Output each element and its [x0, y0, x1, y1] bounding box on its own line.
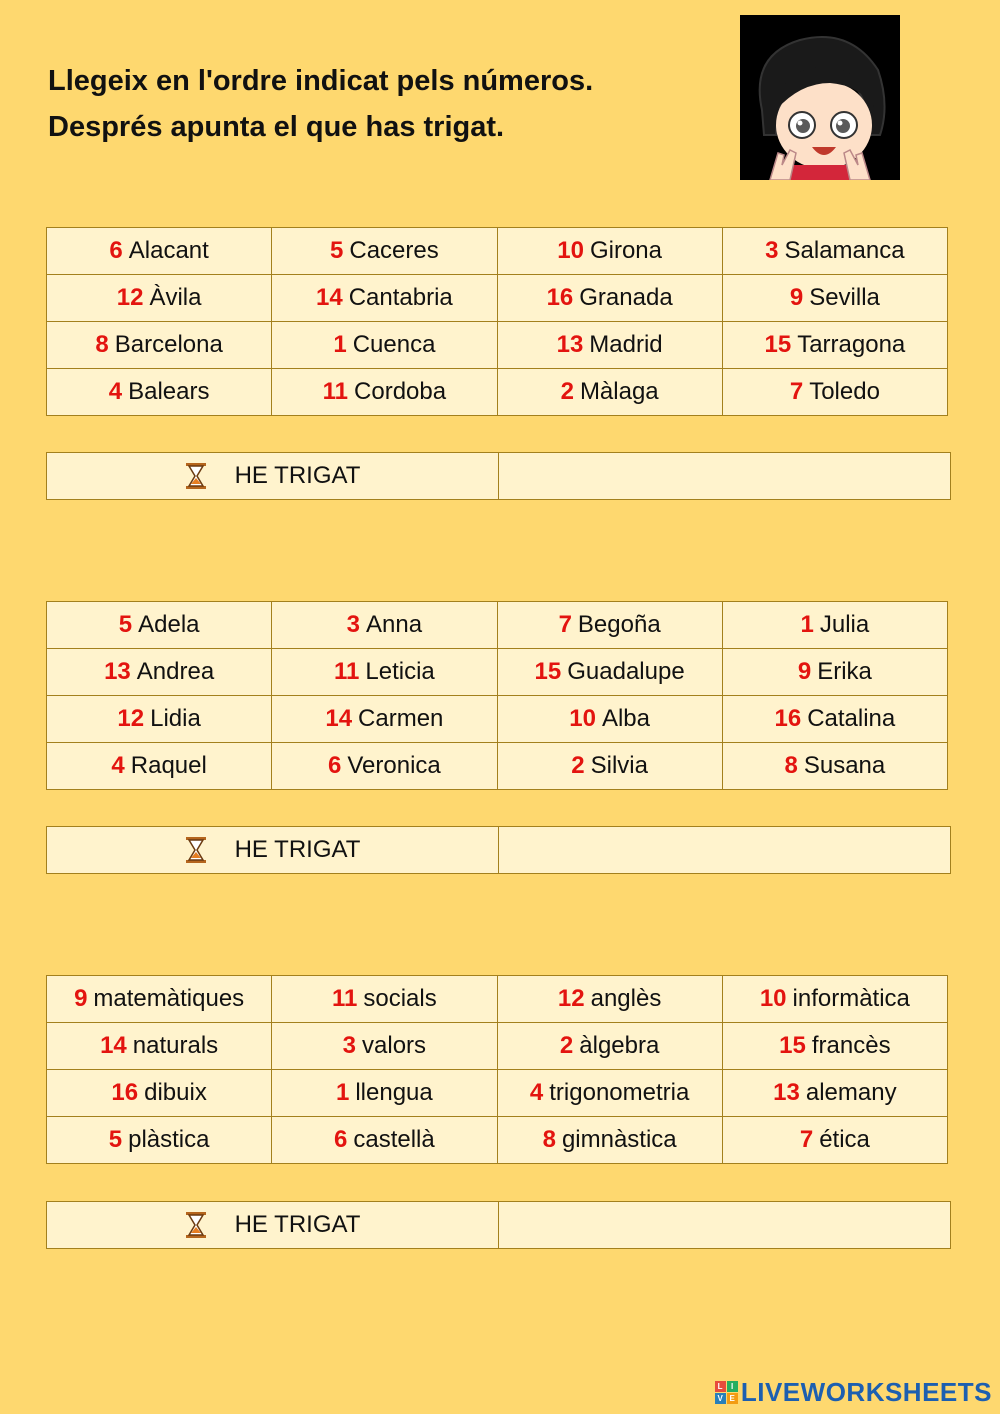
answer-input-3[interactable]	[499, 1202, 950, 1248]
order-number: 14	[315, 284, 343, 311]
word: valors	[362, 1032, 427, 1059]
word-cell	[272, 1023, 497, 1070]
order-number: 16	[546, 284, 574, 311]
word: Balears	[128, 378, 210, 405]
order-number: 4	[108, 378, 123, 405]
order-number: 13	[556, 331, 584, 358]
order-number: 9	[74, 985, 88, 1012]
word-table-2	[46, 601, 948, 790]
word-cell	[272, 1070, 497, 1117]
word: Anna	[366, 611, 423, 638]
word: informàtica	[792, 985, 910, 1012]
word-cell	[497, 743, 722, 790]
word-cell	[272, 1117, 497, 1164]
order-number: 3	[765, 237, 779, 264]
order-number: 7	[558, 611, 572, 638]
order-number: 3	[342, 1032, 357, 1059]
word-cell	[47, 743, 272, 790]
answer-row-1	[46, 452, 951, 500]
word-cell	[722, 649, 947, 696]
word: Julia	[819, 611, 870, 638]
word-cell	[497, 602, 722, 649]
order-number: 11	[334, 658, 360, 685]
word-cell	[722, 602, 947, 649]
word: Salamanca	[784, 237, 905, 264]
table-row	[47, 743, 948, 790]
order-number: 16	[111, 1079, 139, 1106]
answer-label-cell	[47, 827, 499, 873]
word-cell	[497, 369, 722, 416]
answer-label-cell	[47, 1202, 499, 1248]
word: socials	[363, 985, 437, 1012]
order-number: 6	[109, 237, 123, 264]
word-cell	[722, 1117, 947, 1164]
word-cell	[722, 696, 947, 743]
answer-label-cell	[47, 453, 499, 499]
word-cell	[47, 976, 272, 1023]
order-number: 6	[334, 1126, 348, 1153]
table-row	[47, 1117, 948, 1164]
order-number: 16	[774, 705, 802, 732]
word-table-1	[46, 227, 948, 416]
word: llengua	[355, 1079, 433, 1106]
word: ética	[819, 1126, 870, 1153]
order-number: 12	[117, 705, 145, 732]
word: Cantabria	[348, 284, 453, 311]
word-cell	[497, 322, 722, 369]
word-cell	[47, 1117, 272, 1164]
order-number: 11	[322, 378, 349, 405]
word: Lidia	[150, 705, 201, 732]
word-cell	[47, 369, 272, 416]
order-number: 8	[542, 1126, 556, 1153]
order-number: 1	[800, 611, 814, 638]
word: Alba	[601, 705, 650, 732]
hourglass-icon	[185, 1211, 207, 1239]
brand-name: LIVEWORKSHEETS	[740, 1377, 992, 1407]
brand-watermark	[715, 1377, 992, 1408]
brand-logo-icon	[715, 1381, 738, 1404]
answer-label: HE TRIGAT	[234, 462, 361, 489]
word: plàstica	[128, 1126, 210, 1153]
word: Caceres	[349, 237, 439, 264]
word: Silvia	[590, 752, 648, 779]
word-cell	[272, 649, 497, 696]
word: Cordoba	[354, 378, 447, 405]
order-number: 14	[325, 705, 353, 732]
word: Màlaga	[579, 378, 659, 405]
order-number: 15	[779, 1032, 806, 1059]
cartoon-girl-avatar-icon	[740, 15, 900, 180]
order-number: 5	[330, 237, 344, 264]
word: Tarragona	[797, 331, 906, 358]
word-cell	[47, 602, 272, 649]
order-number: 1	[335, 1079, 350, 1106]
word-cell	[722, 1023, 947, 1070]
word: Erika	[817, 658, 872, 685]
word-cell	[722, 228, 947, 275]
order-number: 2	[571, 752, 585, 779]
logo-letter: I	[727, 1381, 738, 1392]
word: Granada	[579, 284, 673, 311]
logo-letter: E	[727, 1393, 738, 1404]
instructions	[48, 58, 593, 150]
order-number: 15	[534, 658, 562, 685]
word: dibuix	[144, 1079, 207, 1106]
order-number: 14	[100, 1032, 127, 1059]
word-cell	[47, 228, 272, 275]
word-cell	[497, 649, 722, 696]
table-row	[47, 228, 948, 275]
word-cell	[497, 1070, 722, 1117]
word-cell	[272, 602, 497, 649]
word: francès	[811, 1032, 891, 1059]
word-cell	[47, 696, 272, 743]
order-number: 10	[557, 237, 584, 264]
word-cell	[722, 322, 947, 369]
word: Andrea	[136, 658, 215, 685]
logo-letter: L	[715, 1381, 726, 1392]
word: Leticia	[365, 658, 435, 685]
table-row	[47, 322, 948, 369]
word: gimnàstica	[561, 1126, 677, 1153]
word-table-3	[46, 975, 948, 1164]
order-number: 3	[346, 611, 361, 638]
word-cell	[272, 322, 497, 369]
word-cell	[47, 649, 272, 696]
word: Raquel	[130, 752, 207, 779]
order-number: 7	[789, 378, 804, 405]
order-number: 7	[799, 1126, 814, 1153]
word: Catalina	[807, 705, 896, 732]
answer-input-2[interactable]	[499, 827, 950, 873]
word: alemany	[805, 1079, 897, 1106]
word: Girona	[589, 237, 662, 264]
order-number: 9	[789, 284, 804, 311]
instruction-line-2: Després apunta el que has trigat.	[48, 111, 505, 143]
word-cell	[497, 1023, 722, 1070]
word-cell	[497, 976, 722, 1023]
word: matemàtiques	[93, 985, 245, 1012]
order-number: 12	[116, 284, 144, 311]
word: castellà	[353, 1126, 435, 1153]
order-number: 10	[569, 705, 596, 732]
word: Madrid	[589, 331, 663, 358]
table-row	[47, 976, 948, 1023]
word-cell	[272, 976, 497, 1023]
answer-label: HE TRIGAT	[234, 836, 361, 863]
order-number: 11	[332, 985, 358, 1012]
order-number: 5	[118, 611, 133, 638]
table-row	[47, 649, 948, 696]
order-number: 13	[773, 1079, 800, 1106]
word: anglès	[590, 985, 662, 1012]
word: Alacant	[128, 237, 209, 264]
table-row	[47, 1023, 948, 1070]
word: Guadalupe	[567, 658, 685, 685]
word-cell	[497, 275, 722, 322]
order-number: 6	[327, 752, 342, 779]
table-row	[47, 369, 948, 416]
order-number: 4	[111, 752, 125, 779]
word: Adela	[138, 611, 200, 638]
answer-row-2	[46, 826, 951, 874]
table-row	[47, 1070, 948, 1117]
word-cell	[272, 743, 497, 790]
order-number: 4	[529, 1079, 544, 1106]
order-number: 15	[764, 331, 792, 358]
answer-label: HE TRIGAT	[234, 1211, 361, 1238]
answer-input-1[interactable]	[499, 453, 950, 499]
word-cell	[722, 1070, 947, 1117]
word: Carmen	[358, 705, 444, 732]
order-number: 9	[797, 658, 812, 685]
word: Veronica	[347, 752, 441, 779]
word: Cuenca	[352, 331, 436, 358]
table-row	[47, 275, 948, 322]
word-cell	[497, 228, 722, 275]
word-cell	[497, 1117, 722, 1164]
word-cell	[722, 369, 947, 416]
word-cell	[47, 322, 272, 369]
hourglass-icon	[185, 836, 207, 864]
word-cell	[272, 369, 497, 416]
order-number: 13	[104, 658, 131, 685]
word-cell	[272, 228, 497, 275]
word-cell	[722, 743, 947, 790]
order-number: 8	[784, 752, 798, 779]
order-number: 1	[333, 331, 347, 358]
word-cell	[497, 696, 722, 743]
avatar	[740, 15, 900, 180]
word-cell	[272, 275, 497, 322]
word-cell	[722, 275, 947, 322]
word: Begoña	[577, 611, 661, 638]
word-cell	[272, 696, 497, 743]
instruction-line-1: Llegeix en l'ordre indicat pels números.	[48, 65, 594, 97]
table-row	[47, 696, 948, 743]
order-number: 8	[95, 331, 109, 358]
answer-row-3	[46, 1201, 951, 1249]
word: trigonometria	[549, 1079, 690, 1106]
word: naturals	[132, 1032, 219, 1059]
word: Àvila	[149, 284, 202, 311]
word-cell	[47, 275, 272, 322]
order-number: 2	[560, 378, 574, 405]
table-row	[47, 602, 948, 649]
logo-letter: V	[715, 1393, 726, 1404]
word: Barcelona	[114, 331, 223, 358]
word: àlgebra	[579, 1032, 660, 1059]
order-number: 2	[559, 1032, 574, 1059]
word-cell	[47, 1070, 272, 1117]
word: Susana	[803, 752, 886, 779]
word-cell	[722, 976, 947, 1023]
word: Sevilla	[809, 284, 880, 311]
hourglass-icon	[185, 462, 207, 490]
order-number: 12	[557, 985, 585, 1012]
order-number: 5	[108, 1126, 123, 1153]
order-number: 10	[759, 985, 787, 1012]
word: Toledo	[809, 378, 880, 405]
word-cell	[47, 1023, 272, 1070]
